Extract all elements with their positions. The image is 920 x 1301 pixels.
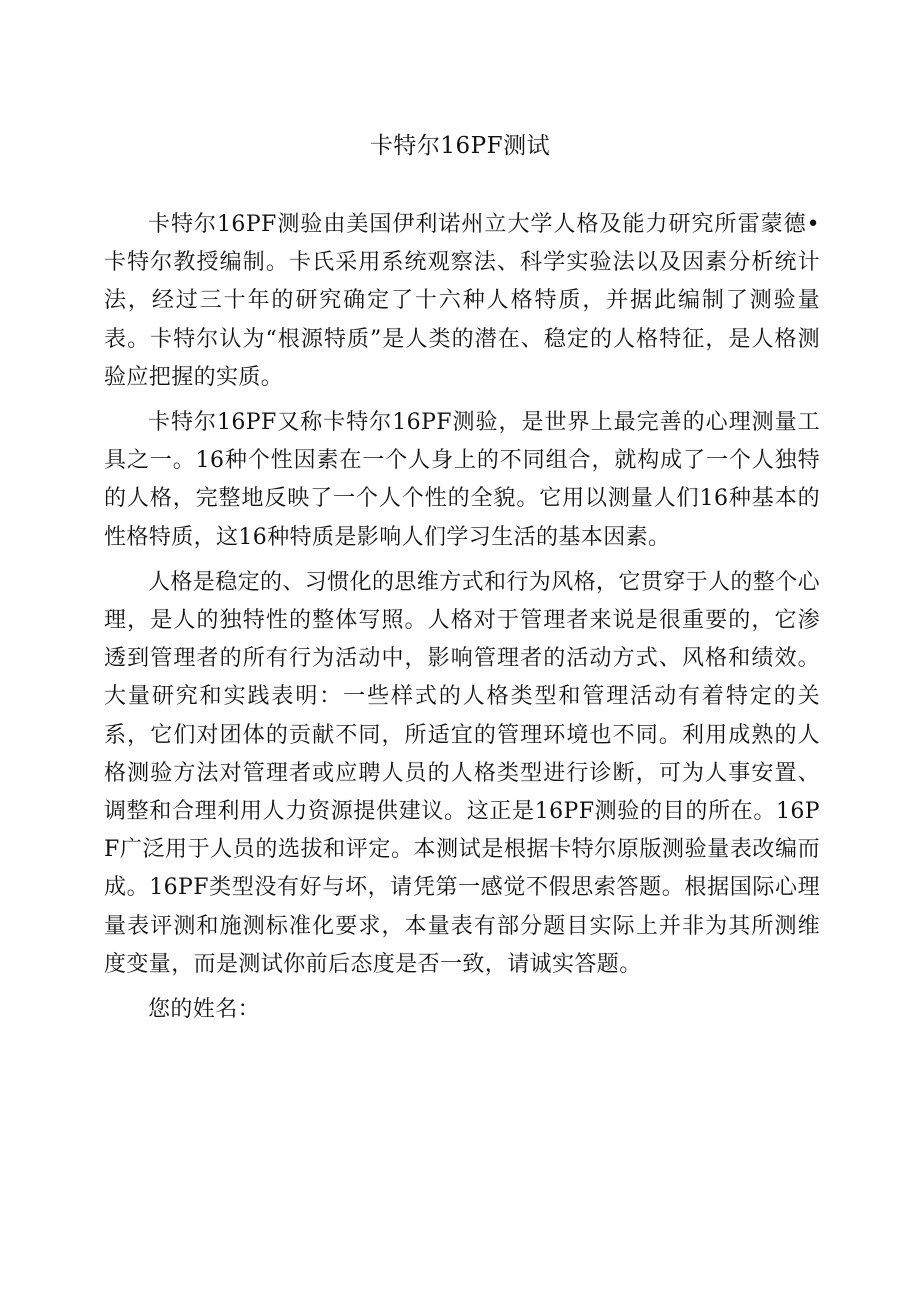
name-field-label: 您的姓名： (148, 997, 261, 1023)
document-body (104, 206, 820, 1029)
overview-paragraph: 卡特尔16PF又称卡特尔16PF测验，是世界上最完善的心理测量工具之一。16种个性因素在一个人身上的不同组合，就构成了一个人独特的人格，完整地反映了一个人个性的全貌。它用以测量人们16种基本的性格特质，这16种特质是影响人们学习生活的基本因素。 (104, 410, 820, 550)
document-title: 卡特尔16PF测试 (369, 133, 551, 159)
intro-paragraph: 卡特尔16PF测验由美国伊利诺州立大学人格及能力研究所雷蒙德•卡特尔教授编制。卡氏采用系统观察法、科学实验法以及因素分析统计法，经过三十年的研究确定了十六种人格特质，并据此编制了测验量表。卡特尔认为“根源特质”是人类的潜在、稳定的人格特征，是人格测验应把握的实质。 (104, 212, 820, 390)
purpose-paragraph: 人格是稳定的、习惯化的思维方式和行为风格，它贯穿于人的整个心理，是人的独特性的整体写照。人格对于管理者来说是很重要的，它渗透到管理者的所有行为活动中，影响管理者的活动方式、风格和绩效。大量研究和实践表明：一些样式的人格类型和管理活动有着特定的关系，它们对团体的贡献不同，所适宜的管理环境也不同。利用成熟的人格测验方法对管理者或应聘人员的人格类型进行诊断，可为人事安置、调整和合理利用人力资源提供建议。这正是16PF测验的目的所在。16PF广泛用于人员的选拔和评定。本测试是根据卡特尔原版测验量表改编而成。16PF类型没有好与坏，请凭第一感觉不假思索答题。根据国际心理量表评测和施测标准化要求，本量表有部分题目实际上并非为其所测维度变量，而是测试你前后态度是否一致，请诚实答题。 (104, 569, 821, 977)
